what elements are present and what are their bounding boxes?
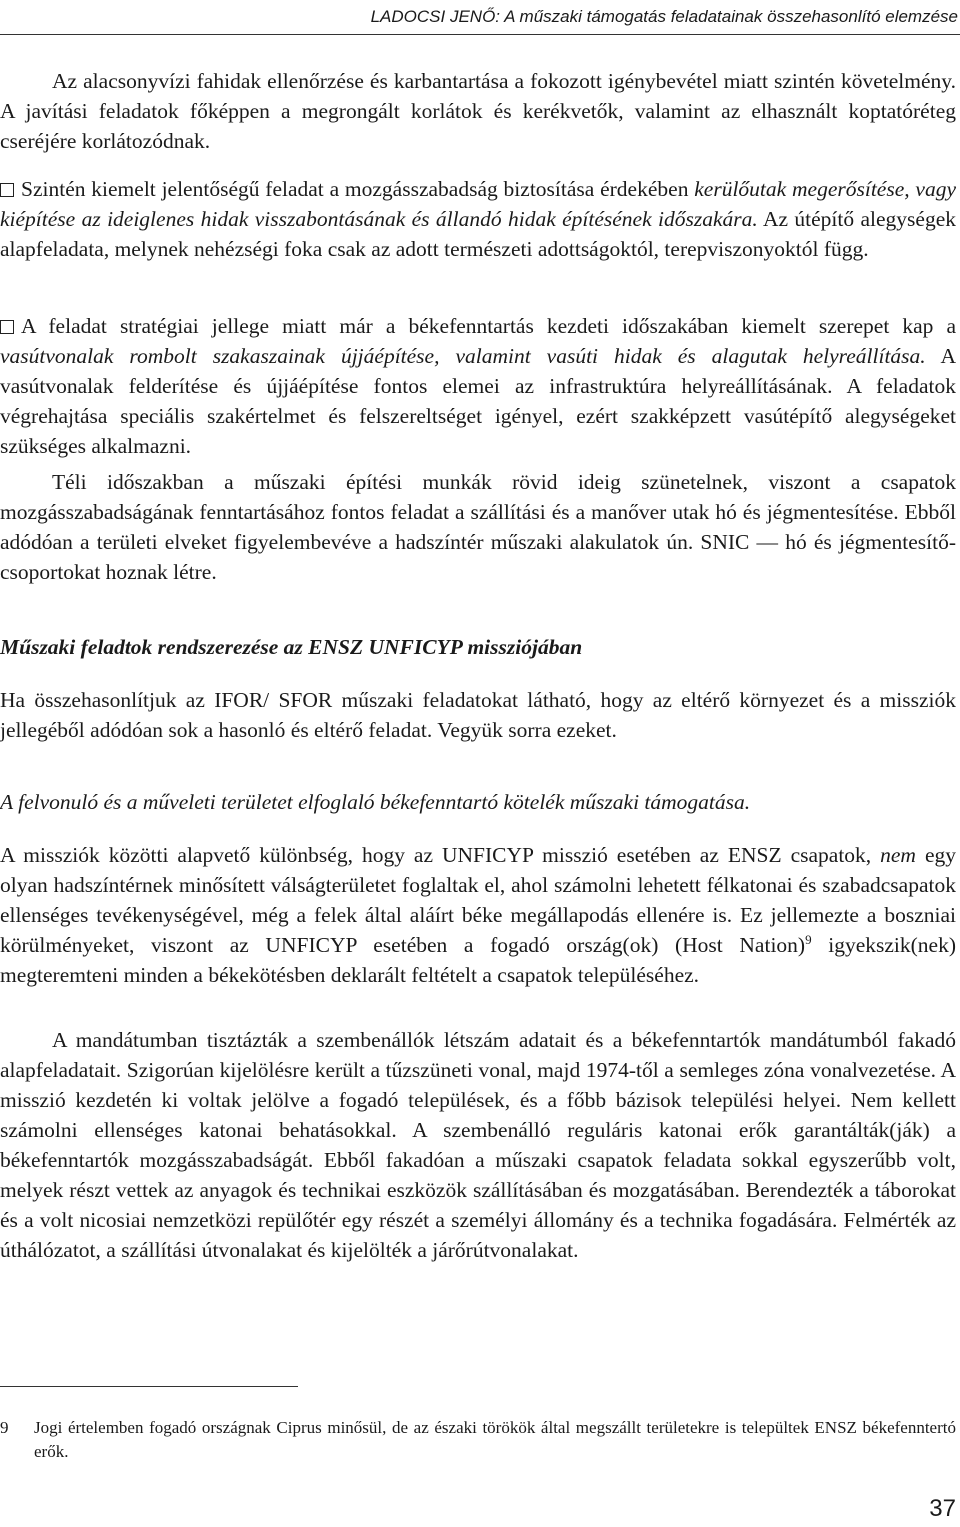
checkbox-bullet-icon	[0, 183, 14, 197]
paragraph-bridges: Az alacsonyvízi fahidak ellenőrzése és karbantartása a fokozott igénybevétel miatt szintén követelmény. A javítási feladatok főképpen a megrongált korlátok és kerékvetők, valamint az elhasznált koptatóréteg cseréjére korlátozódnak.	[0, 69, 956, 153]
subsection-heading-support: A felvonuló és a műveleti területet elfoglaló békefenntartó kötelék műszaki támogatása.	[0, 790, 751, 814]
paragraph-detours-text-b: Az útépítő alegységek alapfeladata, melynek nehézségi foka csak az adott természeti adottságoktól, terepviszonyoktól függ.	[0, 207, 956, 261]
section-heading-unficyp: Műszaki feladtok rendszerezése az ENSZ UNFICYP missziójában	[0, 635, 583, 659]
paragraph-differences-text-c: igyekszik(nek) megteremteni minden a békekötésben deklarált feltételt a csapatok településéhez.	[0, 933, 956, 987]
paragraph-comparison: Ha összehasonlítjuk az IFOR/ SFOR műszaki feladatokat látható, hogy az eltérő környezet és a missziók jellegéből adódóan sok a hasonló és eltérő feladat. Vegyük sorra ezeket.	[0, 688, 956, 742]
paragraph-differences-text-b: egy olyan hadszíntérnek minősített válságterületet foglaltak el, ahol számolni lehetett félkatonai és szabadcsapatok ellenséges tevékenységével, még a felek által aláírt béke megállapodás ellenére is. Ez jellemezte a boszniai körülményeket, viszont az UNFICYP esetében a fogadó ország(ok) (Host Nation)	[0, 843, 956, 957]
paragraph-railways	[0, 311, 956, 461]
paragraph-mandate: A mandátumban tisztázták a szembenállók létszám adatait és a békefenntartók mandátumból fakadó alapfeladatait. Szigorúan kijelölésre került a tűzszüneti vonal, majd 1974-től a semleges zóna vonalvezetése. A misszió kezdetén ki voltak jelölve a fogadó települések, és a főbb bázisok települési helyei. Nem kellett számolni ellenséges katonai behatásokkal. A szembenálló reguláris katonai erők garantálták(ják) a békefenntartók mozgásszabadságát. Ebből fakadóan a műszaki csapatok feladata sokkal egyszerűbb volt, melyek részt vettek az anyagok és technikai eszközök szállításában és mozgatásában. Berendezték a táborokat és a volt nicosiai nemzetközi repülőtér egy részét a személyi állomány és a technika fogadására. Felmérték az úthálózatot, a szállítási útvonalakat és kijelölték a járőrútvonalakat.	[0, 1028, 956, 1262]
checkbox-bullet-icon	[0, 320, 14, 334]
paragraph-railways-text-b: A vasútvonalak felderítése és újjáépítése fontos elemei az infrastruktúra helyreállításának. A feladatok végrehajtása speciális szakértelmet és felszereltséget igényel, ezért szakképzett vasútépítő alegységeket szükséges alkalmazni.	[0, 344, 957, 458]
paragraph-detours-text-a: Szintén kiemelt jelentőségű feladat a mozgásszabadság biztosítása érdekében	[21, 177, 695, 201]
footnote-reference[interactable]: 9	[805, 931, 812, 947]
paragraph-railways-text-a: A feladat stratégiai jellege miatt már a békefenntartás kezdeti időszakában kiemelt szerepet kap a	[21, 314, 956, 338]
footnote	[0, 1416, 956, 1464]
paragraph-detours	[0, 174, 956, 264]
page-number: 37	[929, 1495, 956, 1522]
paragraph-differences-italic: nem	[880, 843, 916, 867]
paragraph-differences-text-a: A missziók közötti alapvető különbség, hogy az UNFICYP misszió esetében az ENSZ csapatok,	[0, 843, 881, 867]
running-header: LADOCSI JENŐ: A műszaki támogatás feladatainak összehasonlító elemzése	[370, 7, 958, 26]
paragraph-winter: Téli időszakban a műszaki építési munkák rövid ideig szünetelnek, viszont a csapatok mozgásszabadságának fenntartásához fontos feladat a szállítási és a manőver utak hó és jégmentesítése. Ebből adódóan a területi elveket figyelembevéve a hadszíntér műszaki alakulatok ún. SNIC — hó és jégmentesítő-csoportokat hoznak létre.	[0, 470, 956, 584]
footnote-text: Jogi értelemben fogadó országnak Ciprus minősül, de az északi törökök által megszállt területekre is települtek ENSZ békefenntertó erők.	[34, 1418, 956, 1461]
paragraph-railways-italic: vasútvonalak rombolt szakaszainak újjáépítése, valamint vasúti hidak és alagutak helyreállítása.	[0, 344, 926, 368]
footnote-number: 9	[0, 1418, 9, 1437]
paragraph-detours-italic: kerülőutak megerősítése, vagy kiépítése az ideiglenes hidak visszabontásának és állandó hidak építésének időszakára.	[0, 177, 957, 231]
header-divider	[0, 34, 960, 35]
footnote-divider	[0, 1386, 298, 1387]
paragraph-differences	[0, 840, 956, 990]
